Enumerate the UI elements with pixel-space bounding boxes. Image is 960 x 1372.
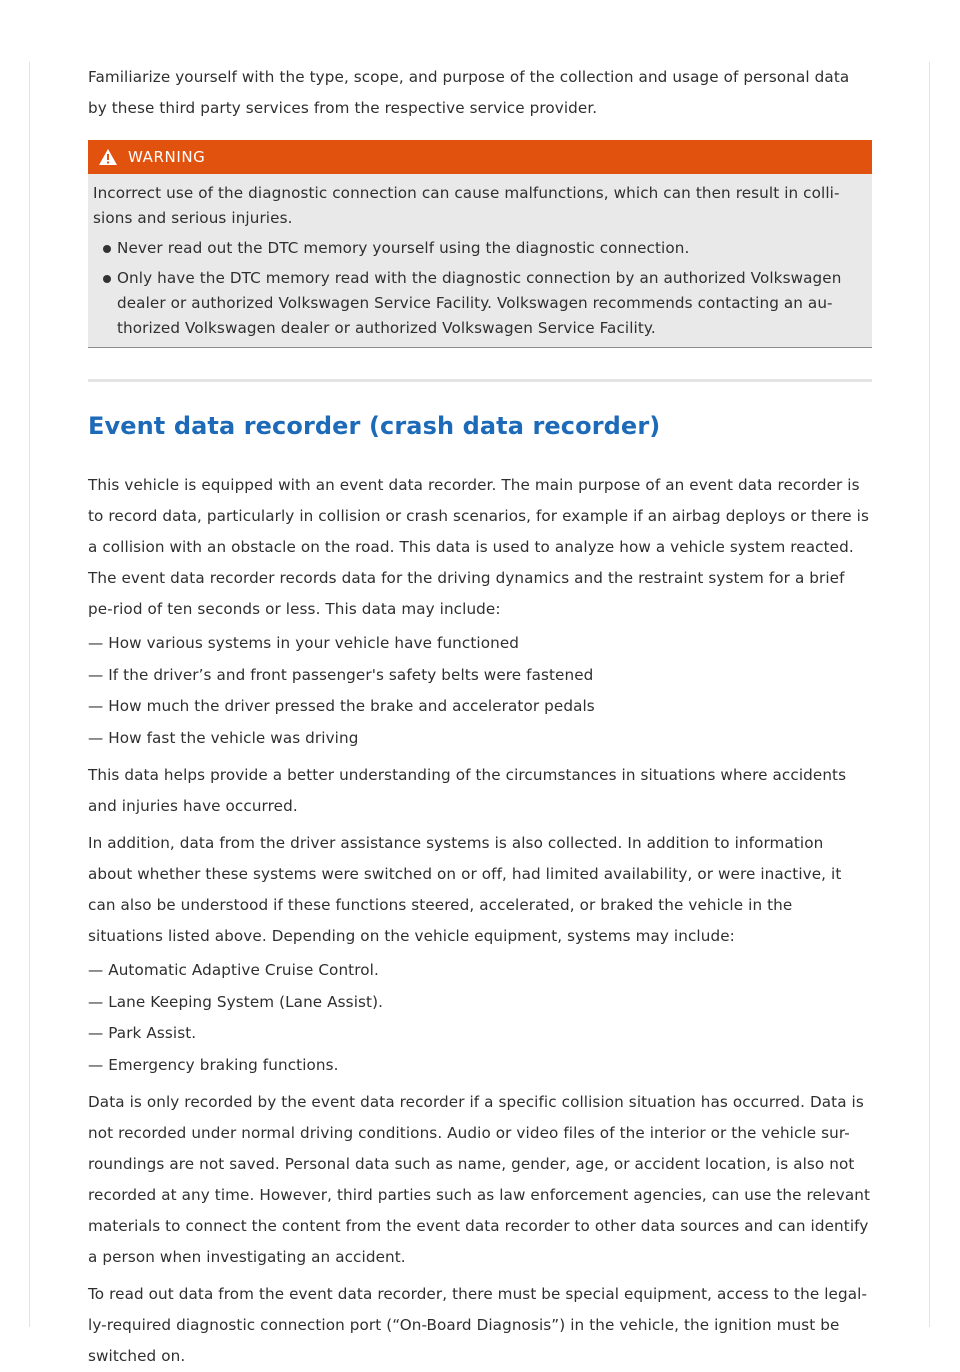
intro-paragraph: Familiarize yourself with the type, scope, and purpose of the collection and usage of personal data by these third party services from the respective service provider. [88, 68, 850, 117]
page-content [88, 62, 872, 1372]
warning-triangle-icon [98, 148, 118, 166]
body-paragraph: Data is only recorded by the event data recorder if a specific collision situation has occurred. Data is not recorded under normal driving conditions. Audio or video files of the interior or the vehicle sur-roundings are not saved. Personal data such as name, gender, age, or accident location, is also not recorded at any time. However, third parties such as law enforcement agencies, can use the relevant materials to connect the content from the event data recorder to other data sources and can identify a person when investigating an accident. [88, 1093, 871, 1266]
right-margin-rule [929, 62, 930, 1327]
list-item: — Lane Keeping System (Lane Assist). [88, 992, 384, 1011]
warning-body [88, 174, 872, 348]
warning-bullet: Never read out the DTC memory yourself using the diagnostic connection. [93, 236, 862, 261]
list-item: — Automatic Adaptive Cruise Control. [88, 961, 379, 979]
body-paragraph: In addition, data from the driver assistance systems is also collected. In addition to information about whether these systems were switched on or off, had limited availability, or were inactive, it can also be understood if these functions steered, accelerated, or braked the vehicle in the situations listed above. Depending on the vehicle equipment, systems may include: [88, 834, 842, 945]
body-paragraph: To read out data from the event data recorder, there must be special equipment, access to the legal-ly-required diagnostic connection port (“On-Board Diagnosis”) in the vehicle, the ignition must be switched on. [88, 1285, 868, 1365]
warning-title: WARNING [128, 147, 206, 166]
list-item: — How much the driver pressed the brake and accelerator pedals [88, 697, 595, 715]
warning-box [88, 140, 872, 348]
list-item: — Park Assist. [88, 1024, 197, 1042]
list-item: — How fast the vehicle was driving [88, 728, 359, 747]
list-item: — Emergency braking functions. [88, 1055, 339, 1074]
section-divider [88, 379, 872, 382]
warning-bullet: Only have the DTC memory read with the diagnostic connection by an authorized Volkswagen dealer or authorized Volkswagen Service Facility. Volkswagen recommends contacting an au-thorized Volkswagen dealer or authorized Volkswagen Service Facility. [93, 266, 862, 341]
section-heading: Event data recorder (crash data recorder) [88, 412, 661, 440]
body-paragraph: This vehicle is equipped with an event data recorder. The main purpose of an event data recorder is to record data, particularly in collision or crash scenarios, for example if an airbag deploys or there is a collision with an obstacle on the road. This data is used to analyze how a vehicle system reacted. The event data recorder records data for the driving dynamics and the restraint system for a brief pe-riod of ten seconds or less. This data may include: [88, 476, 869, 618]
warning-text: Incorrect use of the diagnostic connection can cause malfunctions, which can then result in colli-sions and serious injuries. [93, 184, 840, 227]
warning-header [88, 140, 872, 174]
list-item: — How various systems in your vehicle have functioned [88, 634, 520, 652]
list-item: — If the driver’s and front passenger's safety belts were fastened [88, 665, 594, 684]
assistance-systems-list [88, 955, 872, 1081]
warning-bullet-list [93, 236, 862, 341]
data-recorded-list [88, 628, 872, 754]
left-margin-rule [29, 62, 30, 1327]
body-paragraph: This data helps provide a better understanding of the circumstances in situations where accidents and injuries have occurred. [88, 766, 847, 815]
